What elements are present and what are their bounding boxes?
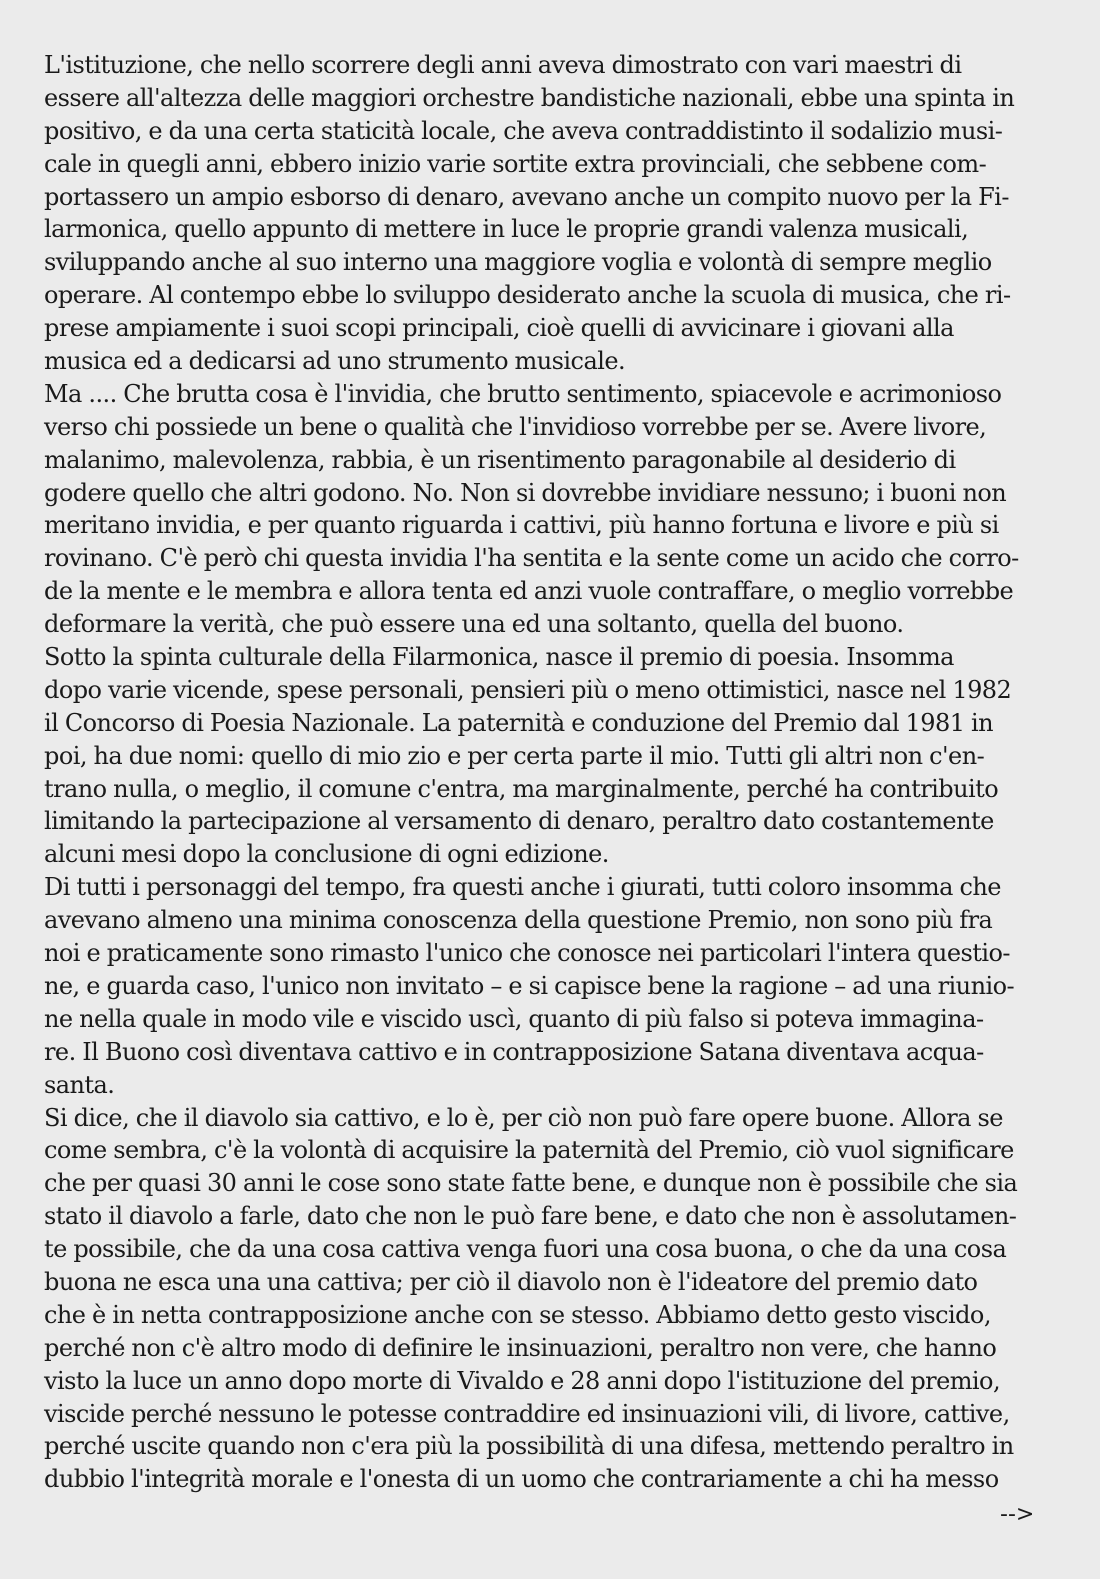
text-line: ne, e guarda caso, l'unico non invitato – e si capisce bene la ragione – ad una riunio- xyxy=(44,971,1015,1000)
document-body xyxy=(44,49,1064,1496)
text-line: larmonica, quello appunto di mettere in luce le proprie grandi valenza musicali, xyxy=(44,215,969,244)
continue-arrow: --> xyxy=(1000,1502,1035,1527)
text-line: come sembra, c'è la volontà di acquisire la paternità del Premio, ciò vuol significare xyxy=(44,1136,1014,1165)
text-line: essere all'altezza delle maggiori orchestre bandistiche nazionali, ebbe una spinta in xyxy=(44,83,1015,112)
text-line: Ma .... Che brutta cosa è l'invidia, che brutto sentimento, spiacevole e acrimonioso xyxy=(44,379,1002,408)
text-line: musica ed a dedicarsi ad uno strumento musicale. xyxy=(44,347,626,376)
text-line: Sotto la spinta culturale della Filarmonica, nasce il premio di poesia. Insomma xyxy=(44,643,954,672)
text-line: limitando la partecipazione al versamento di denaro, peraltro dato costantemente xyxy=(44,807,994,836)
text-line: positivo, e da una certa staticità locale, che aveva contraddistinto il sodalizio musi- xyxy=(44,116,1003,145)
text-line: cale in quegli anni, ebbero inizio varie sortite extra provinciali, che sebbene com- xyxy=(44,149,987,178)
text-line: visto la luce un anno dopo morte di Vivaldo e 28 anni dopo l'istituzione del premio, xyxy=(44,1366,1001,1395)
text-line: poi, ha due nomi: quello di mio zio e per certa parte il mio. Tutti gli altri non c'en- xyxy=(44,741,985,770)
text-line: dubbio l'integrità morale e l'onesta di un uomo che contrariamente a chi ha messo xyxy=(44,1465,999,1494)
text-line: re. Il Buono così diventava cattivo e in contrapposizione Satana diventava acqua- xyxy=(44,1037,984,1066)
text-line: trano nulla, o meglio, il comune c'entra, ma marginalmente, perché ha contribuito xyxy=(44,774,999,803)
text-line: viscide perché nessuno le potesse contraddire ed insinuazioni vili, di livore, cattive, xyxy=(44,1399,1010,1428)
text-line: meritano invidia, e per quanto riguarda i cattivi, più hanno fortuna e livore e più si xyxy=(44,511,999,540)
text-line: alcuni mesi dopo la conclusione di ogni edizione. xyxy=(44,840,609,869)
text-line: santa. xyxy=(44,1070,115,1099)
text-line: sviluppando anche al suo interno una maggiore voglia e volontà di sempre meglio xyxy=(44,248,992,277)
text-line: rovinano. C'è però chi questa invidia l'ha sentita e la sente come un acido che corro- xyxy=(44,544,1019,573)
text-line: prese ampiamente i suoi scopi principali, cioè quelli di avvicinare i giovani alla xyxy=(44,314,954,343)
text-line: Si dice, che il diavolo sia cattivo, e lo è, per ciò non può fare opere buone. Allora se xyxy=(44,1103,1003,1132)
text-line: dopo varie vicende, spese personali, pensieri più o meno ottimistici, nasce nel 1982 xyxy=(44,675,1012,704)
text-line: L'istituzione, che nello scorrere degli anni aveva dimostrato con vari maestri di xyxy=(44,51,962,79)
text-line: malanimo, malevolenza, rabbia, è un risentimento paragonabile al desiderio di xyxy=(44,445,956,474)
text-line: stato il diavolo a farle, dato che non le può fare bene, e dato che non è assolutamen- xyxy=(44,1202,1017,1231)
text-line: noi e praticamente sono rimasto l'unico che conosce nei particolari l'intera questio- xyxy=(44,939,1010,968)
text-line: verso chi possiede un bene o qualità che l'invidioso vorrebbe per se. Avere livore, xyxy=(44,412,987,441)
text-line: perché uscite quando non c'era più la possibilità di una difesa, mettendo peraltro in xyxy=(44,1432,1014,1461)
text-line: Di tutti i personaggi del tempo, fra questi anche i giurati, tutti coloro insomma che xyxy=(44,873,1001,902)
text-line: avevano almeno una minima conoscenza della questione Premio, non sono più fra xyxy=(44,906,993,935)
text-line: operare. Al contempo ebbe lo sviluppo desiderato anche la scuola di musica, che ri- xyxy=(44,281,1011,310)
text-line: portassero un ampio esborso di denaro, avevano anche un compito nuovo per la Fi- xyxy=(44,182,1009,211)
text-line: che è in netta contrapposizione anche con se stesso. Abbiamo detto gesto viscido, xyxy=(44,1300,991,1329)
text-line: il Concorso di Poesia Nazionale. La paternità e conduzione del Premio dal 1981 in xyxy=(44,708,994,737)
text-line: che per quasi 30 anni le cose sono state fatte bene, e dunque non è possibile che sia xyxy=(44,1169,1018,1198)
text-line: perché non c'è altro modo di definire le insinuazioni, peraltro non vere, che hanno xyxy=(44,1333,997,1362)
text-line: ne nella quale in modo vile e viscido uscì, quanto di più falso si poteva immagina- xyxy=(44,1004,984,1033)
text-line: te possibile, che da una cosa cattiva venga fuori una cosa buona, o che da una cosa xyxy=(44,1235,1007,1264)
text-line: de la mente e le membra e allora tenta ed anzi vuole contraffare, o meglio vorrebbe xyxy=(44,577,1014,606)
text-line: deformare la verità, che può essere una ed una soltanto, quella del buono. xyxy=(44,610,904,639)
text-line: godere quello che altri godono. No. Non si dovrebbe invidiare nessuno; i buoni non xyxy=(44,478,1007,507)
text-line: buona ne esca una una cattiva; per ciò il diavolo non è l'ideatore del premio dato xyxy=(44,1267,978,1296)
